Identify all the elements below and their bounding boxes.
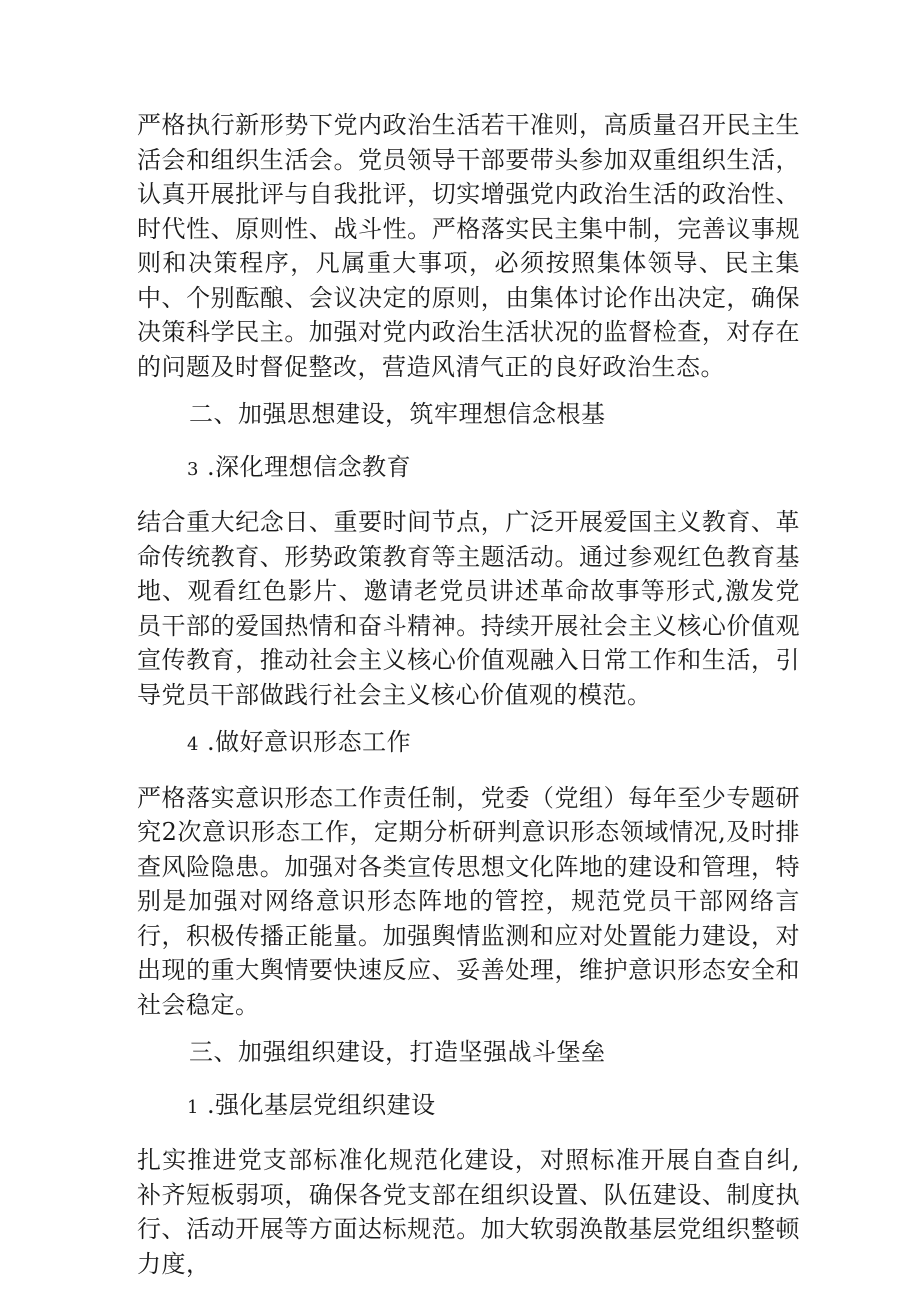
section-heading-organization: 三、加强组织建设，打造坚强战斗堡垒 [189,1038,606,1066]
subheading-title: .深化理想信念教育 [206,452,412,481]
subheading-grassroots [137,1088,800,1126]
subheading-number: 4 [187,734,199,755]
paragraph-grassroots: 扎实推进党支部标准化规范化建设，对照标准开展自查自纠,补齐短板弱项，确保各党支部在组织设置、队伍建设、制度执行、活动开展等方面达标规范。加大软弱涣散基层党组织整顿力度， [137,1146,800,1278]
section-heading-ideology: 二、加强思想建设，筑牢理想信念根基 [189,400,606,428]
paragraph-democratic-life: 严格执行新形势下党内政治生活若干准则，高质量召开民主生活会和组织生活会。党员领导干部要带头参加双重组织生活，认真开展批评与自我批评，切实增强党内政治生活的政治性、时代性、原则性、战斗性。严格落实民主集中制，完善议事规则和决策程序，凡属重大事项，必须按照集体领导、民主集中、个别酝酿、会议决定的原则，由集体讨论作出决定，确保决策科学民主。加强对党内政治生活状况的监督检查，对存在的问题及时督促整改，营造风清气正的良好政治生态。 [137,111,800,381]
subheading-ideology-work [137,725,800,763]
subheading-ideal-belief [137,450,800,488]
subheading-number: 3 [187,458,199,480]
paragraph-ideal-belief: 结合重大纪念日、重要时间节点，广泛开展爱国主义教育、革命传统教育、形势政策教育等主题活动。通过参观红色教育基地、观看红色影片、邀请老党员讲述革命故事等形式,激发党员干部的爱国热情和奋斗精神。持续开展社会主义核心价值观宣传教育，推动社会主义核心价值观融入日常工作和生活，引导党员干部做践行社会主义核心价值观的模范。 [137,508,800,709]
paragraph-ideology-work: 严格落实意识形态工作责任制，党委（党组）每年至少专题研究2次意识形态工作，定期分析研判意识形态领域情况,及时排查风险隐患。加强对各类宣传思想文化阵地的建设和管理，特别是加强对网络意识形态阵地的管控，规范党员干部网络言行，积极传播正能量。加强舆情监测和应对处置能力建设，对出现的重大舆情要快速反应、妥善处理，维护意识形态安全和社会稳定。 [137,783,800,1019]
subheading-title: .强化基层党组织建设 [206,1090,436,1119]
subheading-title: .做好意识形态工作 [206,728,412,756]
subheading-number: 1 [187,1096,199,1118]
